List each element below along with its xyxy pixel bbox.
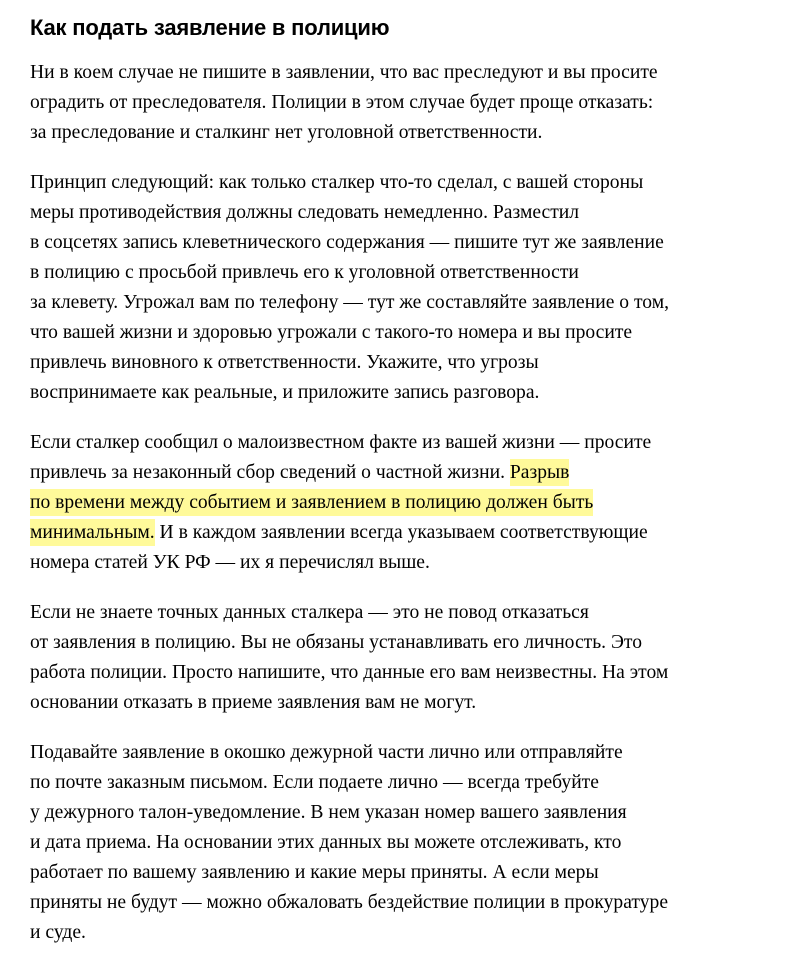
- paragraph-line: у дежурного талон-уведомление. В нем указан номер вашего заявления: [30, 802, 627, 823]
- paragraph-line: меры противодействия должны следовать немедленно. Разместил: [30, 202, 580, 223]
- paragraph-line: по почте заказным письмом. Если подаете лично — всегда требуйте: [30, 772, 599, 793]
- paragraph-line: от заявления в полицию. Вы не обязаны устанавливать его личность. Это: [30, 632, 642, 653]
- paragraph-line: работа полиции. Просто напишите, что данные его вам неизвестны. На этом: [30, 662, 669, 683]
- paragraph-line: Если сталкер сообщил о малоизвестном факте из вашей жизни — просите: [30, 432, 652, 453]
- highlighted-text: по времени между событием и заявлением в полицию должен быть: [30, 492, 594, 513]
- paragraph-line: привлечь виновного к ответственности. Укажите, что угрозы: [30, 352, 539, 373]
- paragraph-5: [30, 738, 778, 948]
- paragraph-1: [30, 58, 778, 148]
- paragraph-line: номера статей УК РФ — их я перечислял выше.: [30, 552, 430, 573]
- paragraph-line: за преследование и сталкинг нет уголовной ответственности.: [30, 122, 543, 143]
- paragraph-line: и суде.: [30, 922, 86, 943]
- paragraph-line: Подавайте заявление в окошко дежурной части лично или отправляйте: [30, 742, 623, 763]
- paragraph-line: [30, 458, 778, 488]
- paragraph-line: [30, 518, 778, 548]
- paragraph-line: Если не знаете точных данных сталкера — это не повод отказаться: [30, 602, 589, 623]
- paragraph-line: в соцсетях запись клеветнического содержания — пишите тут же заявление: [30, 232, 664, 253]
- paragraph-line: [30, 488, 778, 518]
- paragraph-line: работает по вашему заявлению и какие меры приняты. А если меры: [30, 862, 599, 883]
- paragraph-line: что вашей жизни и здоровью угрожали с такого-то номера и вы просите: [30, 322, 633, 343]
- paragraph-4: [30, 598, 778, 718]
- paragraph-line: Ни в коем случае не пишите в заявлении, что вас преследуют и вы просите: [30, 62, 658, 83]
- paragraph-line: оградить от преследователя. Полиции в этом случае будет проще отказать:: [30, 92, 654, 113]
- highlighted-text: Разрыв: [509, 462, 570, 483]
- paragraph-3: [30, 428, 778, 578]
- paragraph-line: и дата приема. На основании этих данных вы можете отслеживать, кто: [30, 832, 622, 853]
- paragraph-2: [30, 168, 778, 408]
- highlighted-text: минимальным.: [30, 522, 155, 543]
- paragraph-line: приняты не будут — можно обжаловать бездействие полиции в прокуратуре: [30, 892, 669, 913]
- plain-text: И в каждом заявлении всегда указываем соответствующие: [154, 522, 648, 543]
- paragraph-line: воспринимаете как реальные, и приложите запись разговора.: [30, 382, 540, 403]
- plain-text: привлечь за незаконный сбор сведений о частной жизни.: [30, 462, 510, 483]
- paragraph-line: в полицию с просьбой привлечь его к уголовной ответственности: [30, 262, 579, 283]
- article-heading: Как подать заявление в полицию: [30, 15, 390, 40]
- paragraph-line: за клевету. Угрожал вам по телефону — тут же составляйте заявление о том,: [30, 292, 670, 313]
- paragraph-line: Принцип следующий: как только сталкер что-то сделал, с вашей стороны: [30, 172, 644, 193]
- paragraph-line: основании отказать в приеме заявления вам не могут.: [30, 692, 477, 713]
